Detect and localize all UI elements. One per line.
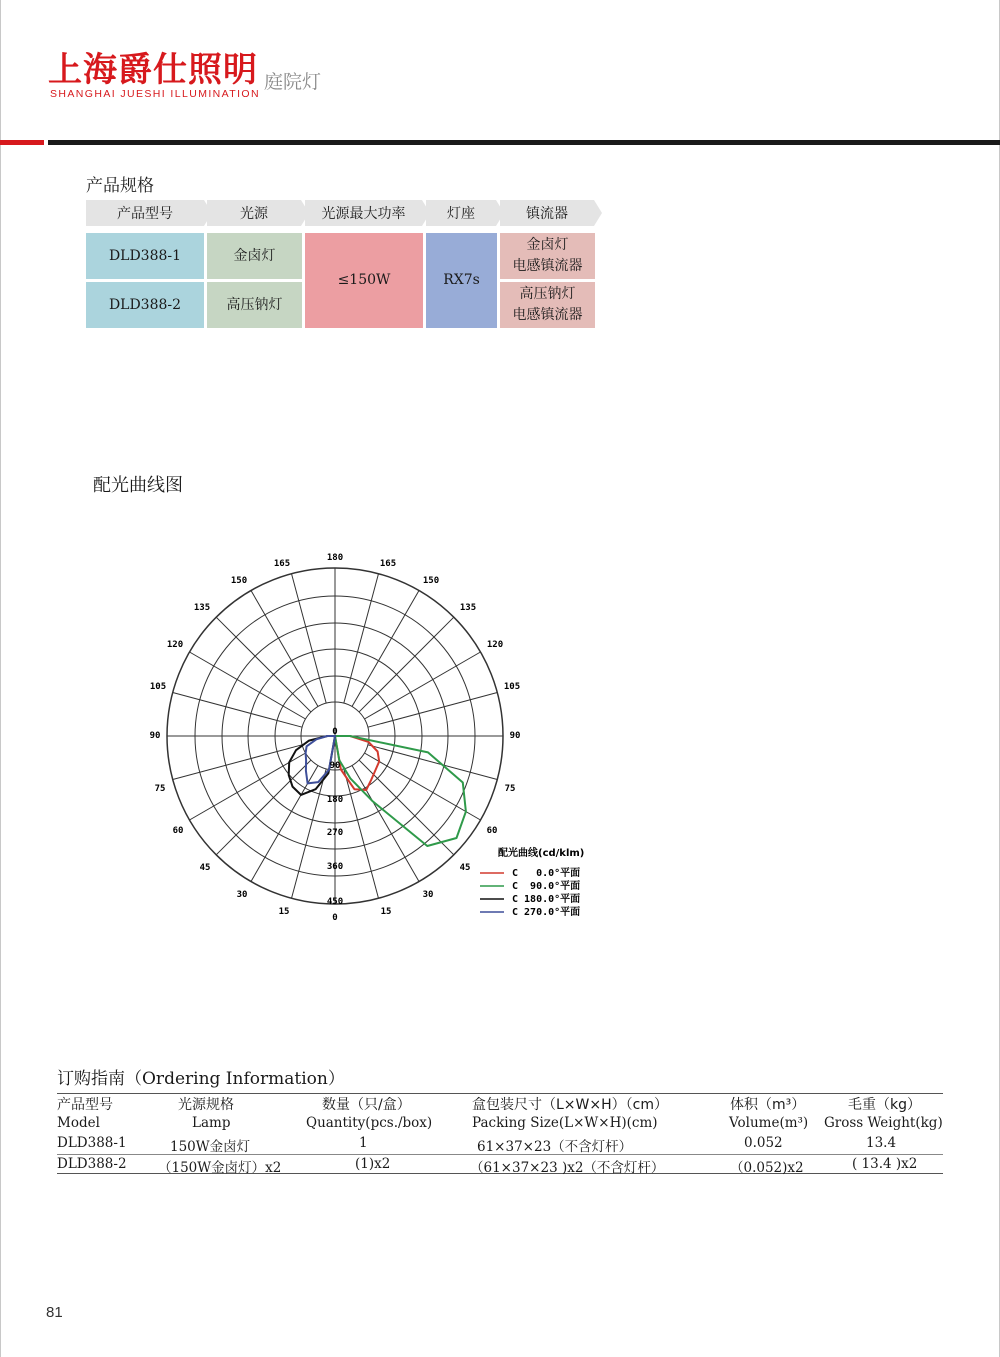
angle-label-top: 180	[326, 553, 344, 563]
polar-spoke	[292, 574, 327, 703]
polar-spoke	[292, 769, 327, 898]
ordering-header-weight-cn: 毛重（kg）	[848, 1097, 921, 1113]
angle-label-lr-60: 60	[486, 826, 498, 836]
polar-diagram	[130, 540, 630, 940]
ordering-header-lamp-en: Lamp	[192, 1115, 231, 1131]
spec-ballast-1	[500, 233, 595, 279]
polar-spoke	[190, 652, 306, 719]
brand-subtitle: SHANGHAI JUESHI ILLUMINATION	[50, 88, 260, 100]
ordering-header-qty-en: Quantity(pcs./box)	[306, 1115, 433, 1131]
polar-spoke	[352, 765, 419, 881]
angle-label-ul-105: 105	[149, 682, 167, 692]
polar-spoke	[368, 693, 497, 728]
angle-label-ur-135: 135	[459, 603, 477, 613]
polar-spoke	[216, 617, 311, 712]
ordering-row2-qty: (1)x2	[355, 1156, 391, 1172]
spec-lamp-2: 高压钠灯	[207, 282, 302, 328]
spec-socket: RX7s	[426, 233, 497, 328]
spec-header-lamp: 光源	[207, 200, 301, 226]
ordering-row1-volume: 0.052	[744, 1135, 783, 1151]
spec-lamp-1: 金卤灯	[207, 233, 302, 279]
page-border-left	[0, 0, 1, 1357]
ordering-header-weight-en: Gross Weight(kg)	[824, 1115, 943, 1131]
polar-spoke	[368, 745, 497, 780]
radial-label-0: 0	[332, 727, 338, 737]
legend-label-c180: C 180.0°平面	[512, 894, 581, 905]
angle-label-ll-75: 75	[154, 784, 166, 794]
angle-label-90-right: 90	[509, 731, 521, 741]
curve-section-title: 配光曲线图	[93, 475, 183, 496]
ordering-header-volume-en: Volume(m³)	[729, 1115, 809, 1131]
angle-label-ll-45: 45	[199, 863, 211, 873]
polar-spoke	[359, 617, 454, 712]
polar-spoke	[216, 760, 311, 855]
angle-label-ur-105: 105	[503, 682, 521, 692]
radial-label-450: 450	[326, 897, 344, 907]
ordering-title-cn: 订购指南	[57, 1069, 125, 1089]
ordering-title-en: （Ordering Information）	[125, 1069, 345, 1089]
angle-label-ul-120: 120	[166, 640, 184, 650]
spec-header-model: 产品型号	[86, 200, 204, 226]
ordering-header-model-en: Model	[57, 1115, 100, 1131]
spec-ballast-1-line2: 电感镇流器	[512, 258, 583, 274]
ordering-section-title	[57, 1064, 345, 1089]
angle-label-ul-165: 165	[273, 559, 291, 569]
legend-label-c0: C 0.0°平面	[512, 868, 581, 879]
header-accent-bar	[0, 140, 44, 145]
angle-label-ll-30: 30	[236, 890, 248, 900]
polar-spoke	[251, 591, 318, 707]
curve-c90	[335, 736, 466, 846]
ordering-row1-lamp: 150W金卤灯	[170, 1139, 251, 1155]
radial-label-90: 90	[329, 761, 341, 771]
spec-section-title: 产品规格	[86, 176, 154, 196]
angle-label-lr-75: 75	[504, 784, 516, 794]
radial-label-180: 180	[326, 795, 344, 805]
spec-header-power: 光源最大功率	[305, 200, 422, 226]
ordering-header-lamp-cn: 光源规格	[178, 1097, 234, 1113]
angle-label-bottom: 0	[332, 913, 338, 923]
angle-label-lr-45: 45	[459, 863, 471, 873]
spec-header-socket: 灯座	[426, 200, 496, 226]
angle-label-lr-30: 30	[422, 890, 434, 900]
page-number: 81	[46, 1304, 63, 1321]
polar-spoke	[364, 652, 480, 719]
polar-spoke	[173, 693, 302, 728]
angle-label-ur-165: 165	[379, 559, 397, 569]
ordering-header-model-cn: 产品型号	[57, 1097, 113, 1113]
ordering-header-volume-cn: 体积（m³）	[730, 1097, 806, 1113]
header-rule	[48, 140, 1000, 145]
ordering-row1-model: DLD388-1	[57, 1135, 127, 1151]
ordering-row1-qty: 1	[359, 1135, 368, 1151]
brand-logo: 上海爵仕照明	[48, 50, 258, 90]
category-label: 庭院灯	[264, 71, 322, 93]
radial-label-360: 360	[326, 862, 344, 872]
ordering-row2-model: DLD388-2	[57, 1156, 127, 1172]
angle-label-ll-15: 15	[278, 907, 290, 917]
ordering-header-size-cn: 盒包装尺寸（L×W×H）（cm）	[472, 1097, 668, 1113]
legend-title: 配光曲线(cd/klm)	[498, 848, 585, 859]
ordering-row1-weight: 13.4	[866, 1135, 897, 1151]
angle-label-ul-150: 150	[230, 576, 248, 586]
radial-label-270: 270	[326, 828, 344, 838]
spec-ballast-2-line2: 电感镇流器	[512, 307, 583, 323]
ordering-row2-lamp: （150W金卤灯）x2	[158, 1160, 282, 1176]
spec-ballast-2	[500, 282, 595, 328]
spec-header-ballast: 镇流器	[500, 200, 594, 226]
curve-c180	[289, 736, 335, 795]
polar-spoke	[190, 753, 306, 820]
ordering-row2-size: （61×37×23 )x2（不含灯杆）	[470, 1160, 665, 1176]
legend-label-c270: C 270.0°平面	[512, 907, 581, 918]
spec-model-2: DLD388-2	[86, 282, 204, 328]
angle-label-90-left: 90	[149, 731, 161, 741]
ordering-header-size-en: Packing Size(L×W×H)(cm)	[472, 1115, 658, 1131]
polar-spoke	[344, 574, 379, 703]
angle-label-ul-135: 135	[193, 603, 211, 613]
spec-model-1: DLD388-1	[86, 233, 204, 279]
ordering-row2-weight: ( 13.4 )x2	[852, 1156, 918, 1172]
spec-ballast-2-line1: 高压钠灯	[519, 286, 576, 302]
angle-label-ll-60: 60	[172, 826, 184, 836]
angle-label-lr-15: 15	[380, 907, 392, 917]
angle-label-ur-150: 150	[422, 576, 440, 586]
legend-label-c90: C 90.0°平面	[512, 881, 581, 892]
angle-label-ur-120: 120	[486, 640, 504, 650]
ordering-row1-size: 61×37×23（不含灯杆）	[477, 1139, 633, 1155]
spec-max-power: ≤150W	[305, 233, 423, 328]
spec-ballast-1-line1: 金卤灯	[526, 237, 569, 253]
ordering-header-qty-cn: 数量（只/盒）	[322, 1097, 411, 1113]
polar-spoke	[352, 591, 419, 707]
polar-spoke	[173, 745, 302, 780]
ordering-row2-volume: （0.052)x2	[730, 1160, 804, 1176]
